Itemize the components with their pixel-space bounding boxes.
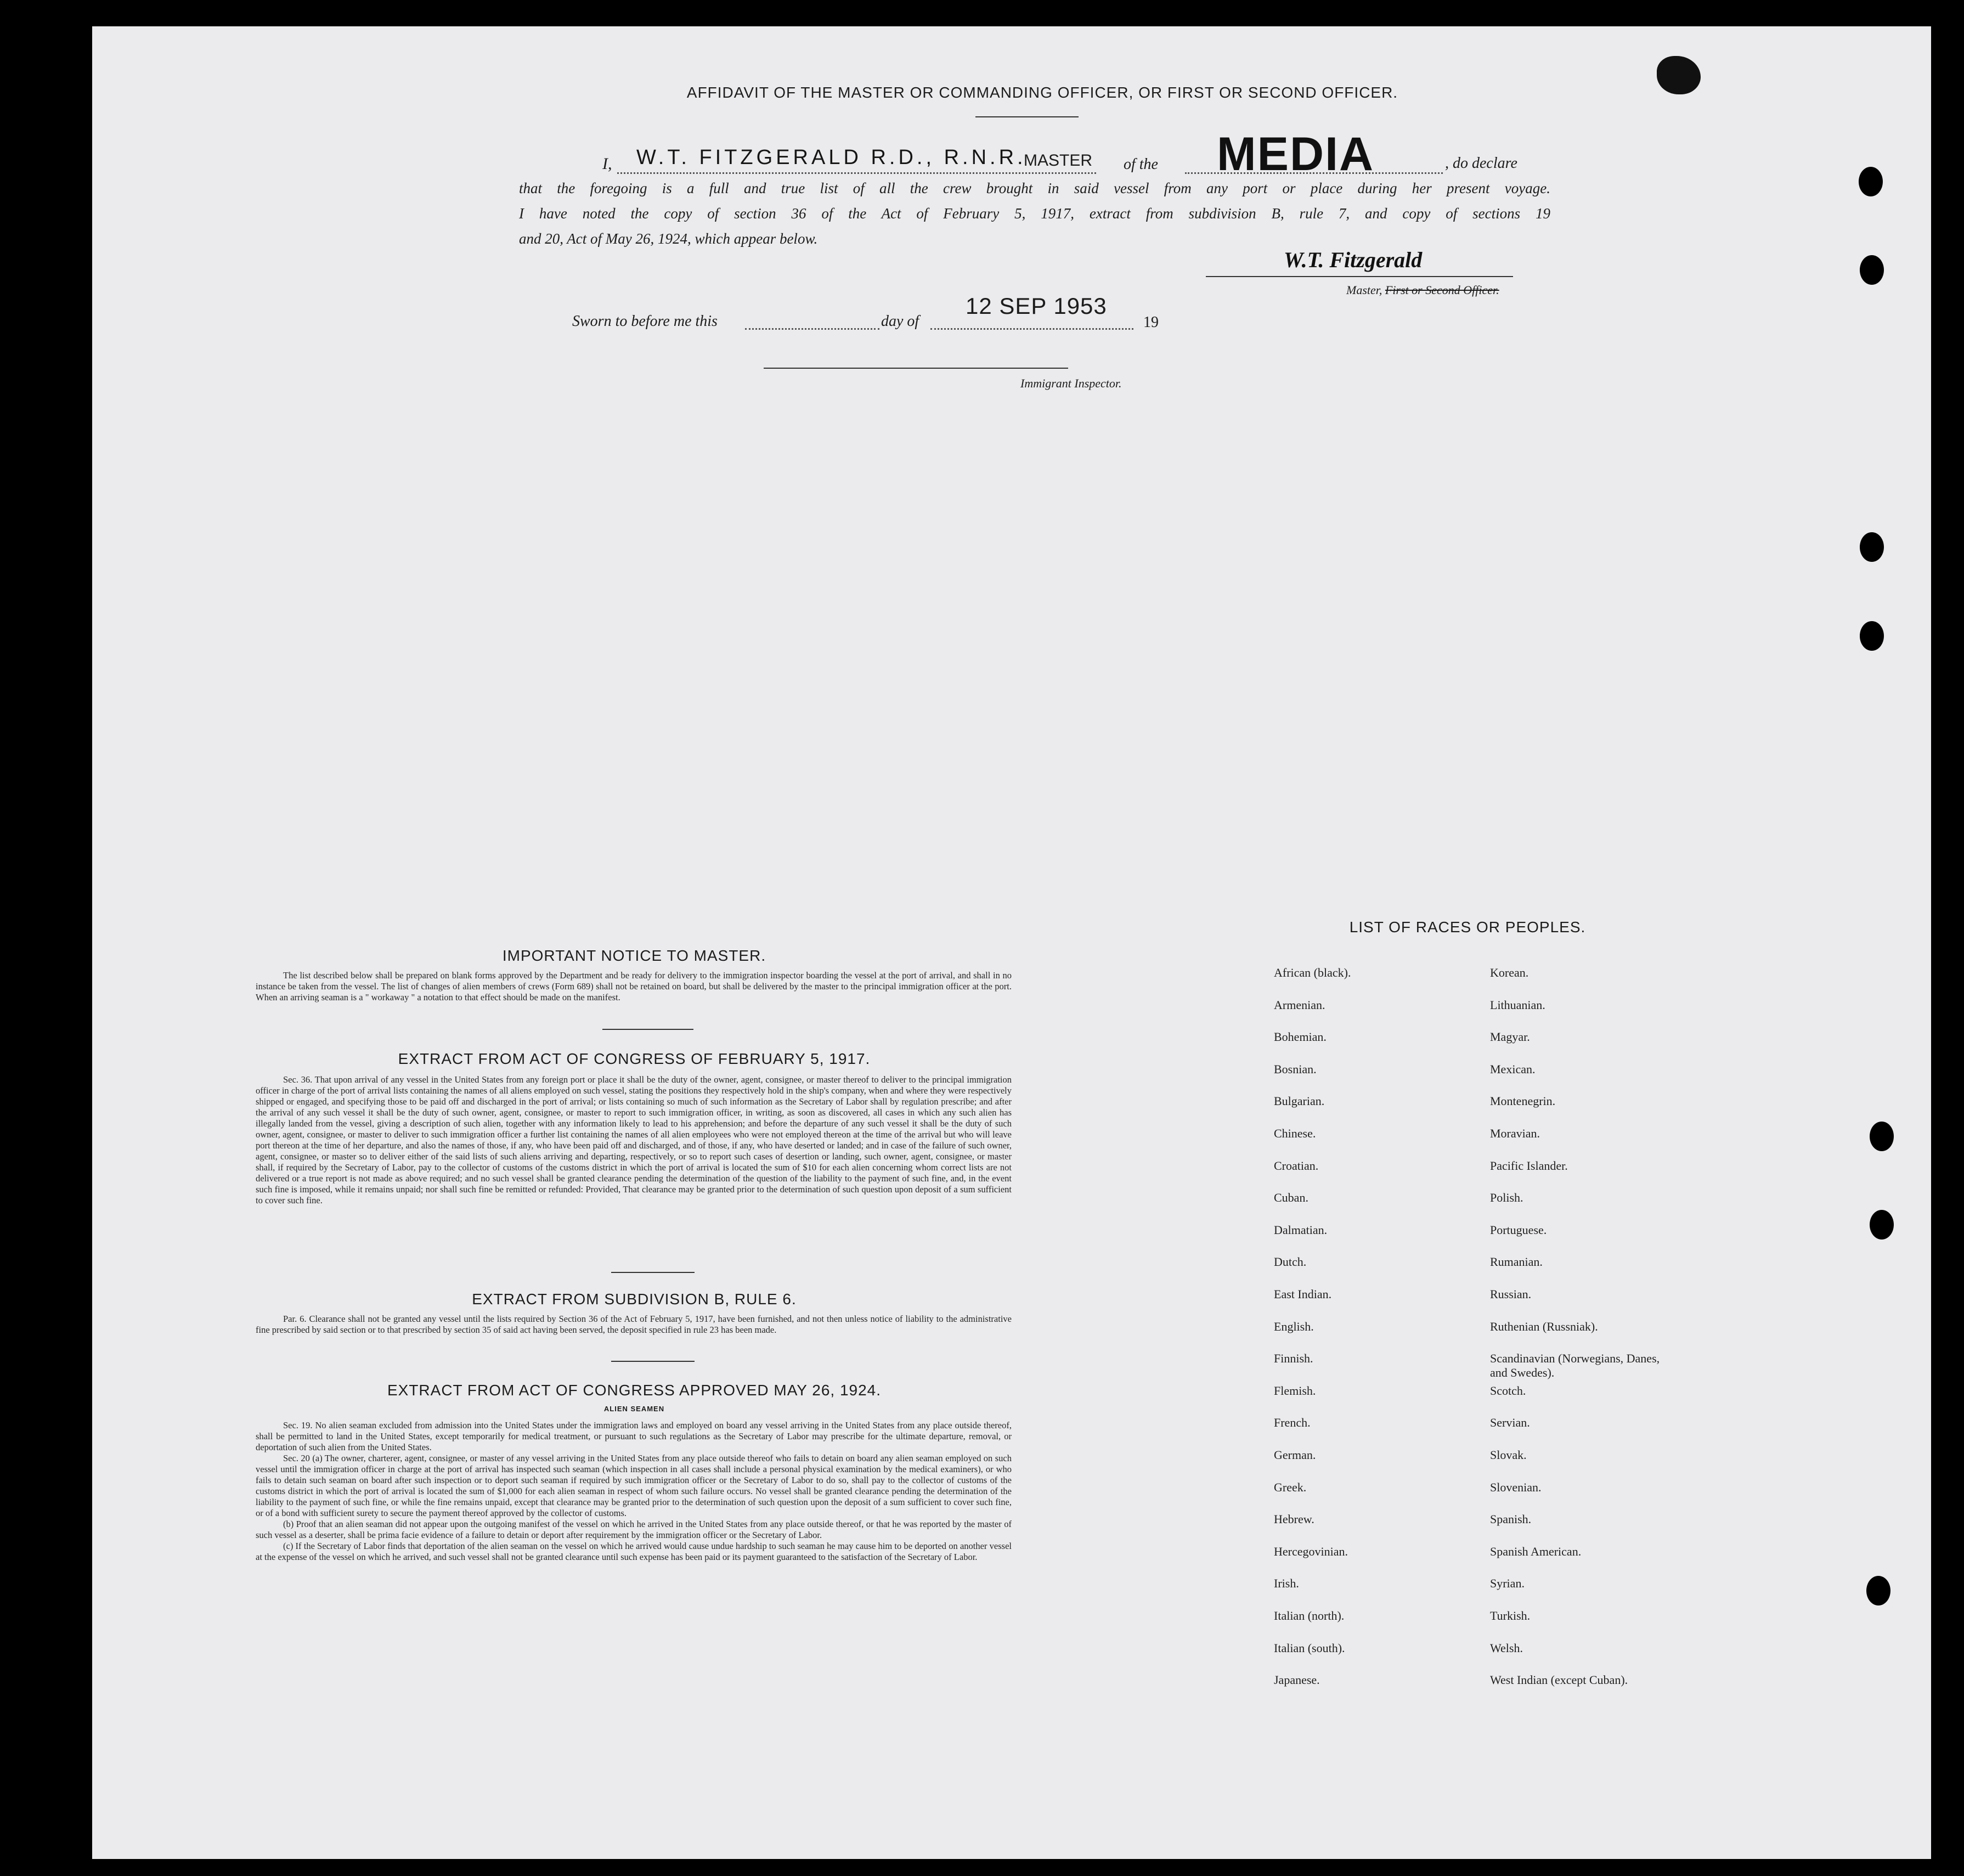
race-item: Dutch. xyxy=(1274,1255,1307,1269)
race-item: Croatian. xyxy=(1274,1158,1319,1173)
race-item: Irish. xyxy=(1274,1576,1299,1591)
date-stamp: 12 SEP 1953 xyxy=(966,293,1107,319)
important-notice-text xyxy=(256,970,1012,1003)
form-title: AFFIDAVIT OF THE MASTER OR COMMANDING OFFICER, OR FIRST OR SECOND OFFICER. xyxy=(686,84,1398,101)
of-the-label: of the xyxy=(1124,156,1158,173)
race-item: Slovenian. xyxy=(1490,1480,1542,1494)
race-item: Russian. xyxy=(1490,1287,1532,1301)
vessel-name: MEDIA xyxy=(1217,128,1375,181)
sworn-prefix: Sworn to before me this xyxy=(572,313,718,330)
act-1924-text xyxy=(256,1420,1012,1563)
act-1924-sec-20b: (b) Proof that an alien seaman did not appear upon the outgoing manifest of the vessel on which he arrived in the United States from any place outside thereof, or that he was reported by the master of such vessel as a deserter, shall be prima facie evidence of a failure to detain or deport after requirement by the immigration officer or the Secretary of Labor. xyxy=(256,1519,1012,1540)
day-of-label: day of xyxy=(881,313,919,330)
race-item: Pacific Islander. xyxy=(1490,1158,1568,1173)
role-struck: First or Second Officer. xyxy=(1385,283,1499,297)
race-item: Greek. xyxy=(1274,1480,1307,1494)
race-item: Rumanian. xyxy=(1490,1255,1543,1269)
race-item: Finnish. xyxy=(1274,1351,1313,1366)
race-item: Montenegrin. xyxy=(1490,1094,1556,1108)
punch-hole xyxy=(1870,1122,1894,1151)
race-item: West Indian (except Cuban). xyxy=(1490,1673,1628,1687)
section-rule xyxy=(611,1361,695,1362)
race-item: Magyar. xyxy=(1490,1030,1530,1044)
rule-6-text xyxy=(256,1314,1012,1336)
title-rule xyxy=(975,116,1079,117)
important-notice-heading: IMPORTANT NOTICE TO MASTER. xyxy=(502,947,766,964)
punch-hole xyxy=(1860,621,1884,651)
punch-hole xyxy=(1866,1576,1890,1605)
race-item: Servian. xyxy=(1490,1416,1530,1430)
race-item: Armenian. xyxy=(1274,998,1325,1012)
race-item: Syrian. xyxy=(1490,1576,1525,1591)
act-1924-sec-19: Sec. 19. No alien seaman excluded from admission into the United States under the immigration laws and employed on board any vessel arriving in the United States from any place outside thereof, shall be permitted to land in the United States, except temporarily for medical treatment, or pursuant to such regulations as the Secretary of Labor may prescribe for the ultimate departure, removal, or deportation of such alien from the United States. xyxy=(256,1420,1012,1452)
race-item: Scandinavian (Norwegians, Danes, and Swedes). xyxy=(1490,1351,1660,1380)
race-item: French. xyxy=(1274,1416,1311,1430)
rule-6-heading: EXTRACT FROM SUBDIVISION B, RULE 6. xyxy=(472,1291,797,1308)
race-item: East Indian. xyxy=(1274,1287,1332,1301)
section-rule xyxy=(611,1272,695,1273)
race-item: Portuguese. xyxy=(1490,1223,1547,1237)
race-item: Moravian. xyxy=(1490,1126,1540,1140)
act-1924-sec-20a: Sec. 20 (a) The owner, charterer, agent, consignee, or master of any vessel arriving in the United States from any place outside thereof who fails to detain on board any alien seaman employed on such vessel until the immigration officer in charge at the port of arrival has inspected such seaman (which inspection in all cases shall include a personal physical examination by the medical examiners), or who fails to detain such seaman on board after such inspection or to deport such seaman if required by such immigration officer or the Secretary of Labor to do so, shall pay to the collector of customs of the customs district in which the port of arrival is located the sum of $1,000 for each alien seaman in respect of whom such failure occurs. No vessel shall be granted clearance pending the determination of the liability to the payment of such fine, or while the fine remains unpaid, except that clearance may be granted prior to the determination of such question upon the deposit of a sum sufficient to cover such fine, or of a bond with sufficient surety to secure the payment thereof approved by the collector of customs. xyxy=(256,1453,1012,1518)
do-declare-label: , do declare xyxy=(1445,155,1517,172)
declarant-name: W.T. FITZGERALD R.D., R.N.R. xyxy=(636,146,1026,169)
vessel-dotted-line xyxy=(1185,172,1443,174)
race-item: Scotch. xyxy=(1490,1383,1526,1398)
inspector-label: Immigrant Inspector. xyxy=(1020,376,1122,390)
role-master: Master, xyxy=(1346,283,1382,297)
declaration-line-4: and 20, Act of May 26, 1924, which appear below. xyxy=(519,230,818,247)
act-1924-heading: EXTRACT FROM ACT OF CONGRESS APPROVED MAY 26, 1924. xyxy=(387,1382,882,1399)
section-rule xyxy=(602,1029,693,1030)
name-dotted-line xyxy=(617,172,1096,174)
signature-role xyxy=(1346,283,1499,297)
race-item: Bosnian. xyxy=(1274,1062,1317,1076)
race-item: Italian (south). xyxy=(1274,1641,1345,1655)
race-item: Cuban. xyxy=(1274,1191,1308,1205)
race-item: Korean. xyxy=(1490,966,1529,979)
race-item: Lithuanian. xyxy=(1490,998,1545,1012)
act-1924-sec-20c: (c) If the Secretary of Labor finds that deportation of the alien seaman on the vessel on which he arrived would cause undue hardship to such seaman he may cause him to be deported on another vessel at the expense of the vessel on which he arrived, and such vessel shall not be granted clearance until such expense has been paid or its payment guaranteed to the satisfaction of the Secretary of Labor. xyxy=(256,1541,1012,1562)
race-item: Flemish. xyxy=(1274,1383,1316,1398)
rule-6-paragraph: Par. 6. Clearance shall not be granted any vessel until the lists required by Section 36 of the Act of February 5, 1917, have been furnished, and not then unless notice of liability to the administrative fine prescribed by said section or to that prescribed by section 35 of said act having been served, the deposit specified in rule 23 has been made. xyxy=(256,1314,1012,1335)
race-item: Turkish. xyxy=(1490,1609,1531,1623)
master-signature: W.T. Fitzgerald xyxy=(1284,247,1423,272)
punch-hole xyxy=(1860,255,1884,285)
act-1917-text xyxy=(256,1074,1012,1206)
punch-hole xyxy=(1859,167,1883,196)
race-item: Chinese. xyxy=(1274,1126,1316,1140)
races-heading: LIST OF RACES OR PEOPLES. xyxy=(1349,919,1586,936)
punch-hole xyxy=(1860,532,1884,562)
race-item: Spanish American. xyxy=(1490,1544,1582,1558)
race-item: Ruthenian (Russniak). xyxy=(1490,1319,1598,1333)
sworn-day-line xyxy=(745,328,879,330)
inspector-rule xyxy=(764,368,1068,369)
signature-rule xyxy=(1206,276,1513,277)
race-item: Slovak. xyxy=(1490,1448,1527,1462)
declaration-line-3: I have noted the copy of section 36 of the Act of February 5, 1917, extract from subdivision B, rule 7, and copy of sections 19 xyxy=(519,205,1550,222)
race-item: Japanese. xyxy=(1274,1673,1320,1687)
declaration-line-2: that the foregoing is a full and true list of all the crew brought in said vessel from any port or place during her present voyage. xyxy=(519,180,1550,196)
race-item: German. xyxy=(1274,1448,1316,1462)
race-item: Hercegovinian. xyxy=(1274,1544,1348,1558)
race-item: Bulgarian. xyxy=(1274,1094,1325,1108)
race-item: Bohemian. xyxy=(1274,1030,1327,1044)
rank-stamp: MASTER xyxy=(1024,151,1093,170)
race-item: English. xyxy=(1274,1319,1314,1333)
alien-seamen-subheading: ALIEN SEAMEN xyxy=(603,1405,665,1413)
punch-hole xyxy=(1870,1210,1894,1240)
year-prefix: 19 xyxy=(1143,314,1159,331)
race-item: Hebrew. xyxy=(1274,1512,1314,1526)
sworn-date-line xyxy=(930,328,1133,330)
race-item: Spanish. xyxy=(1490,1512,1532,1526)
race-item: Mexican. xyxy=(1490,1062,1536,1076)
race-item: African (black). xyxy=(1274,966,1351,979)
race-item: Welsh. xyxy=(1490,1641,1523,1655)
act-1917-heading: EXTRACT FROM ACT OF CONGRESS OF FEBRUARY 5, 1917. xyxy=(398,1050,871,1067)
race-item: Italian (north). xyxy=(1274,1609,1345,1623)
act-1917-paragraph: Sec. 36. That upon arrival of any vessel in the United States from any foreign port or place it shall be the duty of the owner, agent, consignee, or master thereof to deliver to the principal immigration officer in charge of the port of arrival lists containing the names of all aliens employed on such vessel, stating the positions they respectively hold in the ship's company, when and where they were respectively shipped or engaged, and specifying those to be paid off and discharged in the port of arrival; or lists containing so much of such information as the Secretary of Labor shall by regulation prescribe; and after the arrival of any such vessel it shall be the duty of such owner, agent, consignee, or master to report to such immigration officer, in writing, as soon as discovered, all cases in which any such alien has illegally landed from the vessel, giving a description of such alien, together with any information likely to lead to his apprehension; and before the departure of any such vessel it shall be the duty of such owner, agent, consignee, or master to deliver to such immigration officer a further list containing the names of all alien employees who were not employed thereon at the time of the arrival but who will leave port thereon at the time of her departure, and also the names of those, if any, who have been paid off and discharged, and of those, if any, who have deserted or landed; and in case of the failure of such owner, agent, consignee, or master so to deliver either of the said lists of such aliens arriving and departing, respectively, or so to report such cases of desertion or landing, such owner, agent, consignee, or master shall, if required by the Secretary of Labor, pay to the collector of customs of the customs district in which the port of arrival is located the sum of $10 for each alien concerning whom correct lists are not delivered or a true report is not made as above required; and no such vessel shall be granted clearance pending the determination of the question of the liability to the payment of such fine, and, in the event such fine is imposed, while it remains unpaid; nor shall such fine be remitted or refunded: Provided, That clearance may be granted prior to the determination of such question upon deposit of a sum sufficient to cover such fine. xyxy=(256,1074,1012,1205)
important-notice-paragraph: The list described below shall be prepared on blank forms approved by the Department and be ready for delivery to the immigration inspector boarding the vessel at the port of arrival, and shall in no instance be taken from the vessel. The list of changes of alien members of crews (Form 689) shall not be retained on board, but shall be delivered by the master to the principal immigration officer at the port. When an arriving seaman is a " workaway " a notation to that effect should be made on the manifest. xyxy=(256,970,1012,1002)
race-item: Polish. xyxy=(1490,1191,1523,1205)
declaration-prefix: I, xyxy=(602,155,612,173)
race-item: Dalmatian. xyxy=(1274,1223,1328,1237)
